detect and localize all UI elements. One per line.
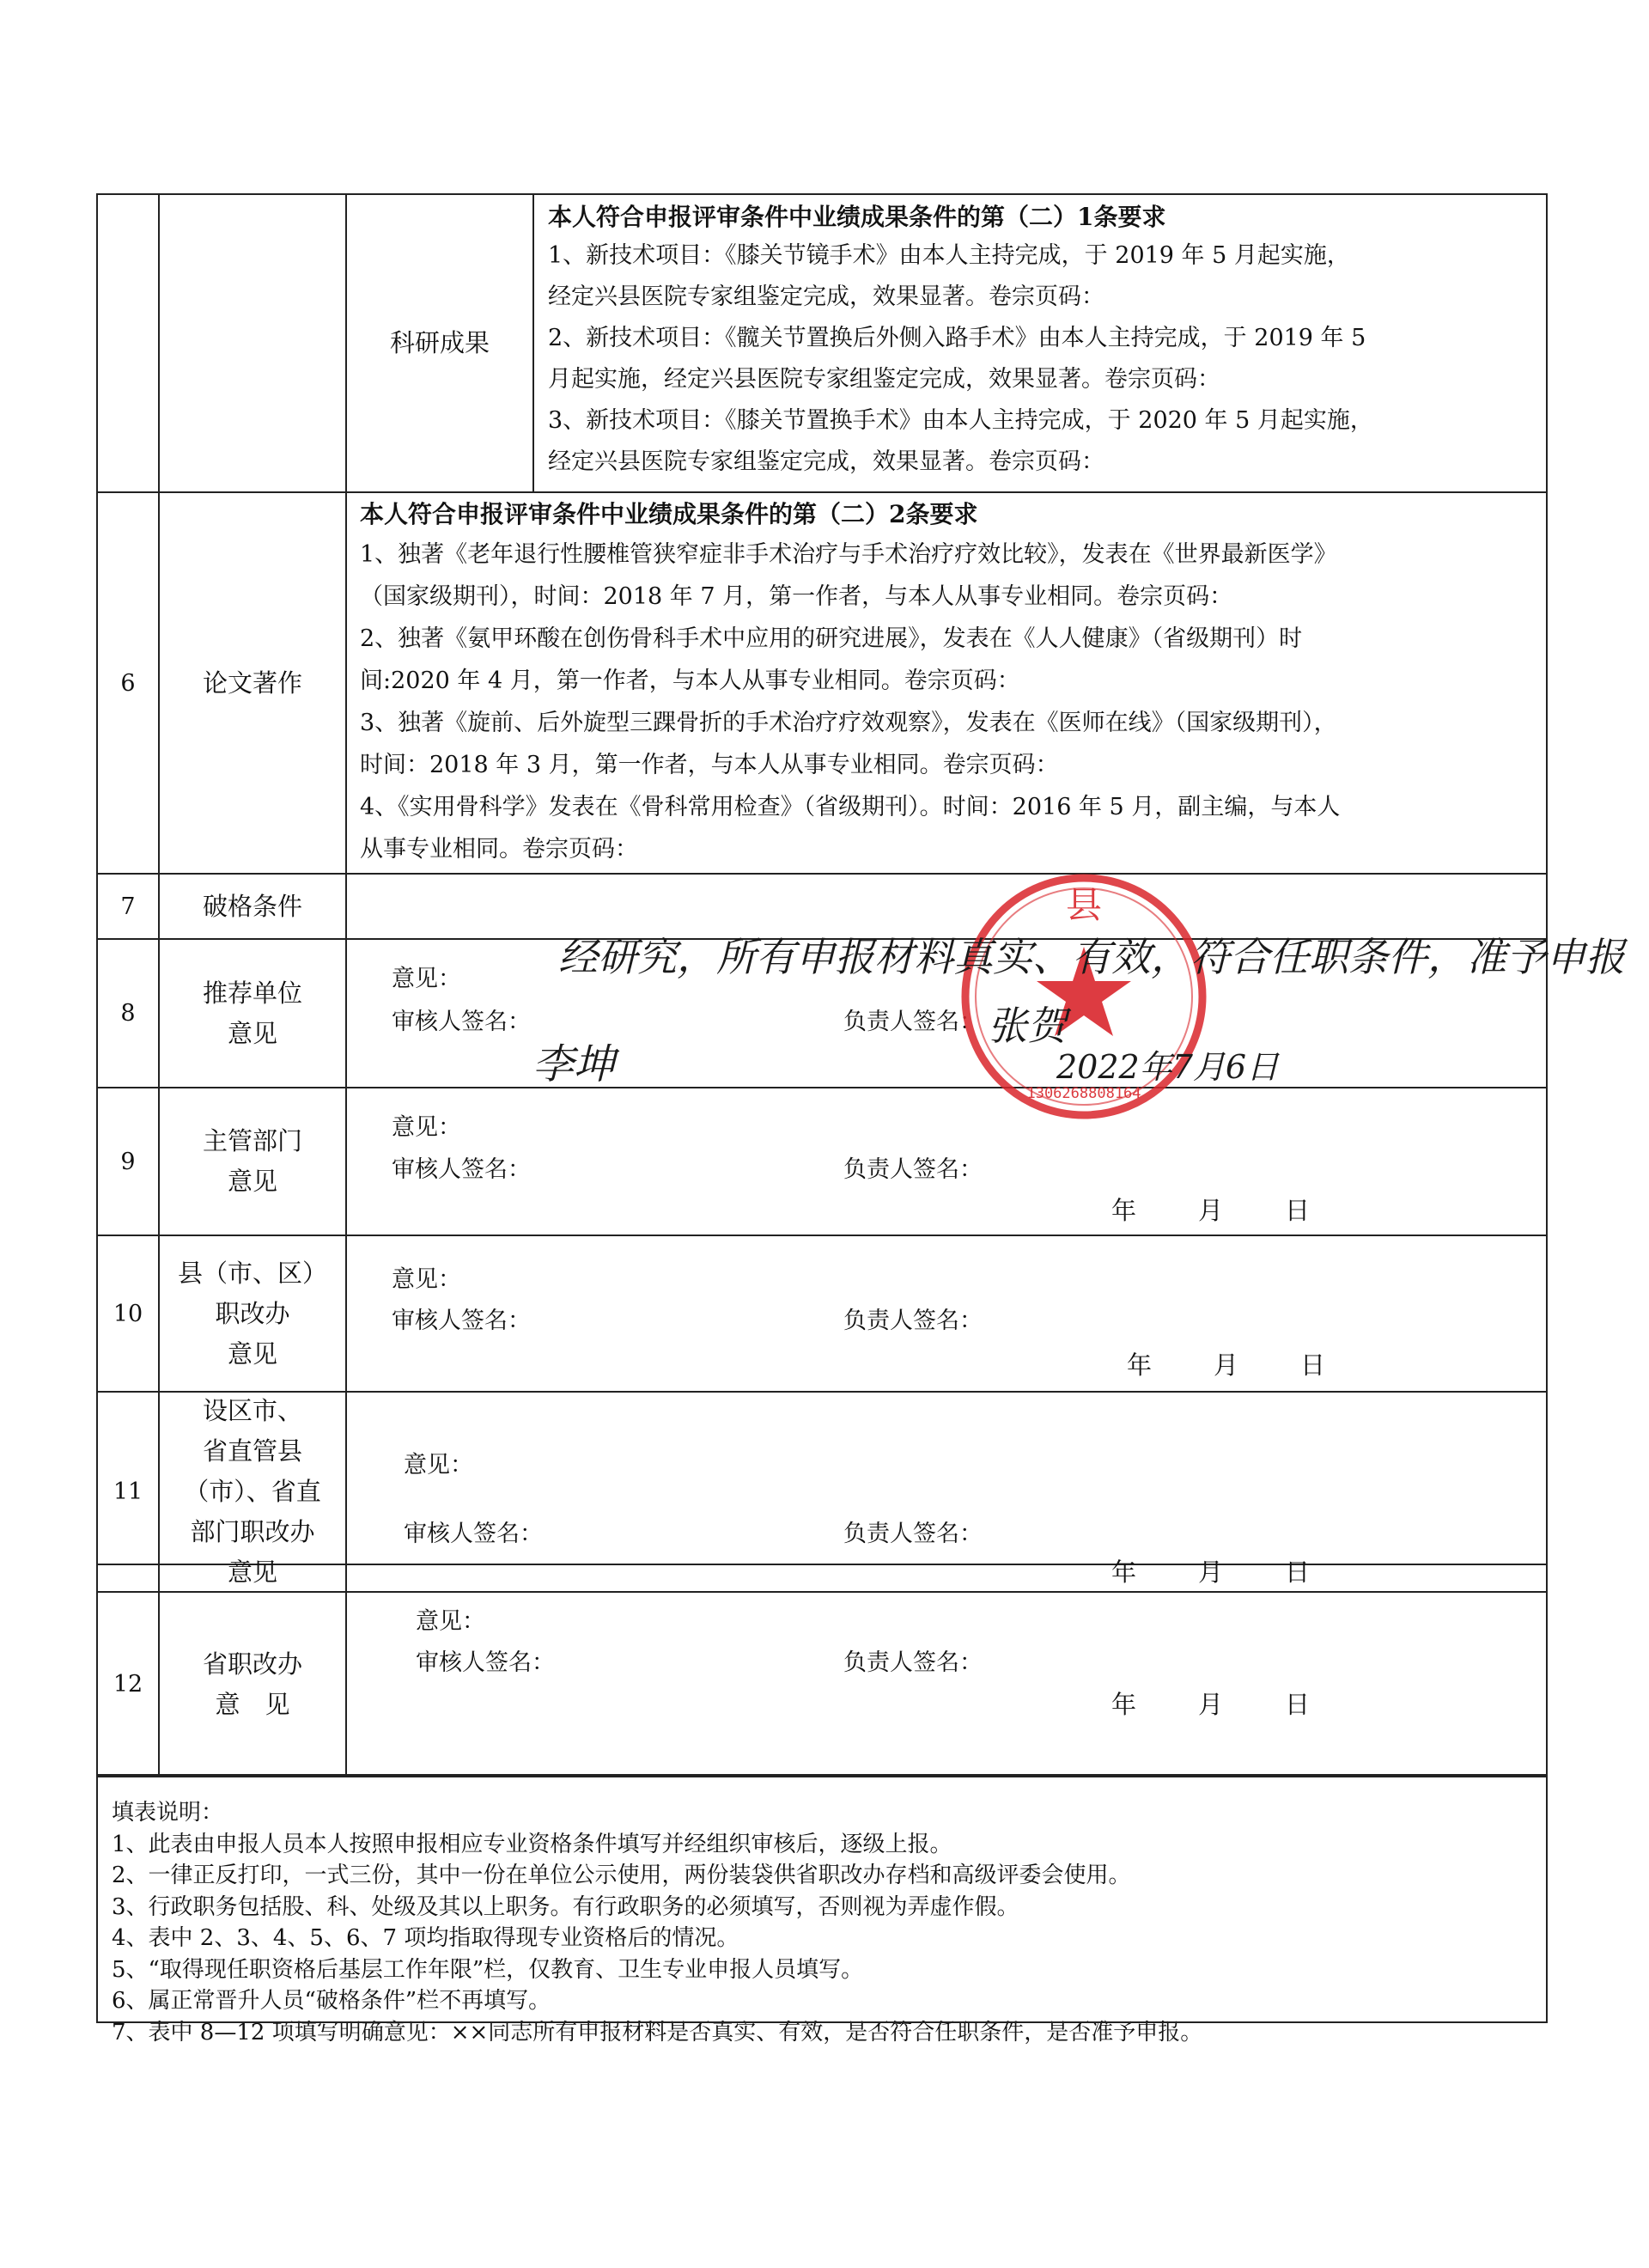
- opinion-label: 意见：: [392, 966, 461, 992]
- date-month: 月: [1214, 1350, 1239, 1380]
- date-year: 年: [1111, 1196, 1137, 1225]
- research-label-cell: [347, 195, 532, 491]
- papers-line: 2、独著《氨甲环酸在创伤骨科手术中应用的研究进展》，发表在《人人健康》（省级期刊）时: [360, 625, 1303, 652]
- papers-line: （国家级期刊），时间：2018 年 7 月，第一作者，与本人从事专业相同。卷宗页码：: [360, 583, 1233, 610]
- handwritten-date: 2022年7月6日: [1056, 1048, 1280, 1086]
- date-day: 日: [1300, 1350, 1326, 1380]
- stamp-number: 1306268808164: [1026, 1085, 1141, 1102]
- handwritten-annotations: [429, 911, 1632, 1125]
- papers-line: 1、独著《老年退行性腰椎管狭窄症非手术治疗与手术治疗疗效比较》，发表在《世界最新医学》: [360, 541, 1337, 568]
- row-number: [98, 1088, 158, 1235]
- papers-label: 论文著作: [202, 668, 302, 698]
- authority-label-cell: [160, 1088, 345, 1235]
- research-line: 3、新技术项目：《膝关节置换手术》由本人主持完成，于 2020 年 5 月起实施，: [548, 407, 1373, 434]
- handwritten-opinion: 经研究，所有申报材料真实、有效，符合任职条件，准予申报: [558, 934, 1625, 980]
- county-label-line: 意见: [227, 1338, 277, 1369]
- province-label-line: 省职改办: [202, 1649, 302, 1679]
- date-year: 年: [1111, 1558, 1137, 1587]
- city-label-line: （市）、省直: [184, 1477, 321, 1506]
- notes-item: 5、“取得现任职资格后基层工作年限”栏，仅教育、卫生专业申报人员填写。: [112, 1956, 864, 1983]
- county-label-cell: [160, 1236, 345, 1391]
- recommend-label-line: 推荐单位: [202, 978, 302, 1008]
- handwritten-reviewer: 李坤: [532, 1040, 616, 1088]
- notes-item: 6、属正常晋升人员“破格条件”栏不再填写。: [112, 1988, 551, 2014]
- opinion-label: 意见：: [416, 1608, 485, 1635]
- reviewer-signature-label: 审核人签名：: [416, 1649, 555, 1676]
- exception-label: 破格条件: [202, 891, 302, 921]
- city-label-line: 部门职改办: [190, 1517, 315, 1546]
- papers-line: 时间：2018 年 3 月，第一作者，与本人从事专业相同。卷宗页码：: [360, 752, 1059, 778]
- date-line: [1111, 1192, 1310, 1231]
- papers-label-cell: [160, 493, 345, 873]
- authority-label-line: 主管部门: [202, 1126, 302, 1155]
- row-number-text: 12: [113, 1671, 143, 1698]
- row-number: [98, 493, 158, 873]
- row-number: [98, 1393, 158, 1591]
- leader-signature-label: 负责人签名：: [843, 1649, 983, 1676]
- exception-label-cell: [160, 875, 345, 938]
- city-label-line: 意见: [227, 1558, 277, 1587]
- research-line: 月起实施，经定兴县医院专家组鉴定完成，效果显著。卷宗页码：: [548, 366, 1220, 393]
- authority-label-line: 意见: [227, 1167, 277, 1196]
- notes-item: 4、表中 2、3、4、5、6、7 项均指取得现专业资格后的情况。: [112, 1925, 739, 1951]
- handwritten-leader: 张贺: [988, 1003, 1067, 1049]
- city-label-line: 设区市、: [202, 1396, 302, 1425]
- notes-item: 3、行政职务包括股、科、处级及其以上职务。有行政职务的必须填写，否则视为弄虚作假。: [112, 1893, 1019, 1920]
- recommend-label-line: 意见: [227, 1018, 277, 1048]
- form-table: [96, 193, 1548, 1719]
- row-number: [98, 1236, 158, 1391]
- papers-line: 4、《实用骨科学》发表在《骨科常用检查》（省级期刊）。时间：2016 年 5 月，副主编，与本人: [360, 794, 1341, 820]
- date-day: 日: [1285, 1690, 1311, 1719]
- notes-border: [96, 1774, 1548, 2023]
- leader-signature-label: 负责人签名：: [843, 1308, 983, 1334]
- notes-item: 7、表中 8—12 项填写明确意见：××同志所有申报材料是否真实、有效，是否符合任职条件，是否准予申报。: [112, 2019, 1203, 2045]
- reviewer-signature-label: 审核人签名：: [392, 1009, 531, 1035]
- papers-content: [360, 496, 1545, 873]
- row-number-text: 10: [113, 1300, 143, 1327]
- research-content: [548, 199, 1544, 491]
- recommend-label-cell: [160, 940, 345, 1087]
- row-number-text: 9: [120, 1148, 136, 1175]
- stamp-text: 县: [1065, 884, 1103, 926]
- date-month: 月: [1198, 1690, 1224, 1719]
- reviewer-signature-label: 审核人签名：: [392, 1308, 531, 1334]
- date-day: 日: [1285, 1196, 1311, 1225]
- county-label-line: 县（市、区）: [177, 1258, 327, 1288]
- date-year: 年: [1111, 1690, 1137, 1719]
- research-line: 1、新技术项目：《膝关节镜手术》由本人主持完成，于 2019 年 5 月起实施，: [548, 242, 1350, 269]
- province-label-line: 意 见: [215, 1689, 290, 1719]
- papers-line: 本人符合申报评审条件中业绩成果条件的第（二）2条要求: [360, 500, 978, 528]
- date-year: 年: [1127, 1350, 1153, 1380]
- notes-item: 1、此表由申报人员本人按照申报相应专业资格条件填写并经组织审核后，逐级上报。: [112, 1831, 952, 1857]
- research-line: 本人符合申报评审条件中业绩成果条件的第（二）1条要求: [548, 203, 1166, 231]
- row-number-text: 7: [120, 893, 136, 920]
- research-label: 科研成果: [389, 328, 490, 357]
- leader-signature-label: 负责人签名：: [843, 1156, 983, 1183]
- leader-signature-label: 负责人签名：: [843, 1009, 983, 1035]
- opinion-label: 意见：: [392, 1266, 461, 1293]
- opinion-label: 意见：: [404, 1452, 473, 1478]
- table-border-ext: [96, 1564, 1548, 1791]
- row-number: [98, 875, 158, 938]
- papers-line: 3、独著《旋前、后外旋型三踝骨折的手术治疗疗效观察》，发表在《医师在线》（国家级期刊），: [360, 710, 1337, 736]
- row-number-text: 11: [113, 1478, 143, 1505]
- date-month: 月: [1198, 1196, 1224, 1225]
- date-day: 日: [1285, 1558, 1311, 1587]
- county-label-line: 职改办: [215, 1298, 290, 1328]
- row-number-text: 8: [120, 1000, 136, 1027]
- city-label-cell: [160, 1393, 345, 1591]
- row-number: [98, 940, 158, 1087]
- papers-line: 间:2020 年 4 月，第一作者，与本人从事专业相同。卷宗页码：: [360, 668, 1020, 694]
- research-line: 2、新技术项目：《髋关节置换后外侧入路手术》由本人主持完成，于 2019 年 5: [548, 325, 1366, 351]
- city-label-line: 省直管县: [202, 1436, 302, 1466]
- research-line: 经定兴县医院专家组鉴定完成，效果显著。卷宗页码：: [548, 448, 1104, 475]
- opinion-label: 意见：: [392, 1114, 461, 1141]
- papers-line: 从事专业相同。卷宗页码：: [360, 836, 638, 863]
- leader-signature-label: 负责人签名：: [843, 1521, 983, 1547]
- date-month: 月: [1198, 1558, 1224, 1587]
- notes-item: 2、一律正反打印，一式三份，其中一份在单位公示使用，两份装袋供省职改办存档和高级评委会使用。: [112, 1863, 1131, 1888]
- date-line: [1127, 1346, 1325, 1386]
- reviewer-signature-label: 审核人签名：: [392, 1156, 531, 1183]
- reviewer-signature-label: 审核人签名：: [404, 1521, 543, 1547]
- research-line: 经定兴县医院专家组鉴定完成，效果显著。卷宗页码：: [548, 284, 1104, 310]
- row-number-text: 6: [120, 669, 136, 697]
- notes-title: 填表说明：: [112, 1800, 224, 1826]
